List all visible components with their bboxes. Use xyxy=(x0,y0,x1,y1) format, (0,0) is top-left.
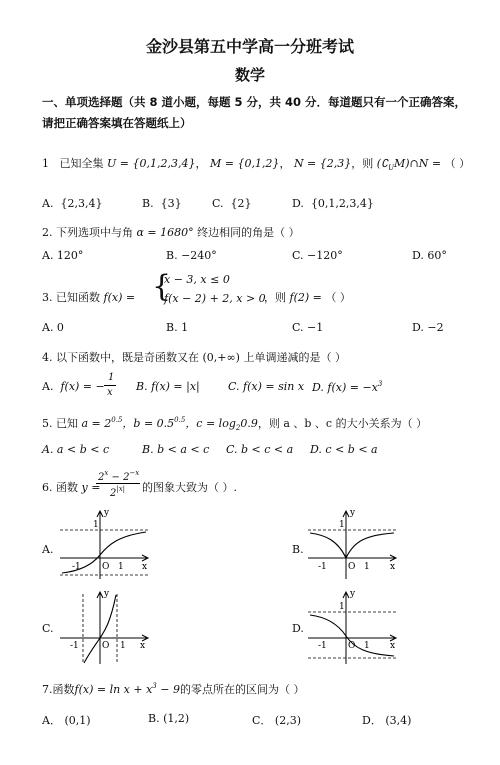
q4-optA-denominator: x xyxy=(107,387,113,398)
q2-option-d: D. 60° xyxy=(412,249,447,262)
q1-text: 已知全集 xyxy=(59,157,104,170)
graph-b-label: B. xyxy=(292,543,304,556)
graph-a xyxy=(56,503,156,581)
graph-a-neg-one: -1 xyxy=(72,562,81,572)
q1-set-u: U = {0,1,2,3,4} xyxy=(107,157,196,170)
graph-c-y-label: y xyxy=(104,589,110,599)
graph-a-y-label: y xyxy=(104,508,110,518)
q7-option-c: C． (2,3) xyxy=(252,714,301,727)
q1-then: ，则 xyxy=(351,157,374,170)
graph-d-y-label: y xyxy=(350,589,356,599)
graph-a-label: A. xyxy=(42,543,54,556)
q6-numerator: $2^x - 2^{-x}$ xyxy=(98,469,140,483)
q3-option-b: B. 1 xyxy=(166,321,189,334)
q1-option-b: B. {3} xyxy=(142,197,182,210)
q1-expr: $(∁_UM)\cap N$ = xyxy=(376,157,442,172)
q1-set-n: N = {2,3} xyxy=(293,157,352,170)
q4-option-d: D. $f(x) = -x^3$ xyxy=(312,380,383,394)
graph-a-origin: O xyxy=(102,562,110,572)
q3-brace: { xyxy=(152,269,172,304)
graph-c-origin: O xyxy=(102,641,110,651)
question-6-lead: 6. 函数 y = xyxy=(42,481,101,494)
q2-alpha: α = 1680° xyxy=(136,226,194,239)
question-5: 5. 已知 $a = 2^{0.5}$，$b = 0.5^{0.5}$，$c = \log_20.9$，则 a 、b 、c 的大小关系为（ ） xyxy=(42,416,428,432)
q5-option-b: B. b < a < c xyxy=(142,443,210,456)
q3-case-2: f(x − 2) + 2, x > 0 xyxy=(164,292,266,305)
graph-d xyxy=(304,586,404,666)
graph-b-one-y: 1 xyxy=(339,520,345,530)
section-heading-line1: 一、单项选择题（共 8 道小题，每题 5 分，共 40 分．每道题只有一个正确答案， xyxy=(42,95,467,109)
graph-d-one-y: 1 xyxy=(339,602,345,612)
graph-c-one-x: 1 xyxy=(120,641,126,651)
graph-d-one-x: 1 xyxy=(364,641,370,651)
section-heading-line2: 请把正确答案填在答题纸上） xyxy=(42,116,192,130)
q7-option-b: B. (1,2) xyxy=(148,712,190,725)
q3-option-a: A. 0 xyxy=(42,321,64,334)
q1-number: 1 xyxy=(42,157,49,170)
q4-option-c: C. f(x) = sin x xyxy=(228,380,305,393)
question-1: 1 已知全集 U = {0,1,2,3,4}， M = {0,1,2}， N = {2,3}，则 $(∁_UM)\cap N$ = （ ） xyxy=(42,157,471,172)
q2-option-a: A. 120° xyxy=(42,249,84,262)
graph-b xyxy=(304,503,404,581)
graph-b-y-label: y xyxy=(350,508,356,518)
graph-d-origin: O xyxy=(348,641,356,651)
subject-title: 数学 xyxy=(234,66,265,84)
q2-option-b: B. −240° xyxy=(166,249,217,262)
q5-option-a: A. a < b < c xyxy=(42,443,110,456)
graph-d-neg-one: -1 xyxy=(318,641,327,651)
q4-optA-fraction-bar xyxy=(104,385,116,386)
q7-option-d: D． (3,4) xyxy=(362,714,412,727)
q4-optA-numerator: 1 xyxy=(108,372,115,383)
q1-set-m: M = {0,1,2} xyxy=(209,157,280,170)
q2-option-c: C. −120° xyxy=(292,249,343,262)
q4-option-a: A. f(x) = − xyxy=(42,380,105,393)
graph-c xyxy=(56,586,156,666)
q5-option-c: C. b < c < a xyxy=(226,443,294,456)
q5-option-d: D. c < b < a xyxy=(310,443,378,456)
question-6-tail: 的图象大致为（ ）. xyxy=(142,481,237,494)
graph-a-x-label: x xyxy=(142,562,148,572)
graph-b-origin: O xyxy=(348,562,356,572)
q6-denominator: $2^{|x|}$ xyxy=(110,485,126,499)
graph-b-x-label: x xyxy=(390,562,396,572)
q3-option-d: D. −2 xyxy=(412,321,444,334)
graph-b-neg-one: -1 xyxy=(318,562,327,572)
question-3-lead: 3. 已知函数 f(x) = xyxy=(42,291,136,304)
q1-option-a: A. {2,3,4} xyxy=(42,197,103,210)
q1-option-d: D. {0,1,2,3,4} xyxy=(292,197,374,210)
q3-case-1: x − 3, x ≤ 0 xyxy=(164,273,230,286)
q4-option-b: B. f(x) = |x| xyxy=(136,380,200,393)
question-4: 4. 以下函数中，既是奇函数又在 (0,+∞) 上单调递减的是（ ） xyxy=(42,351,346,364)
exam-title: 金沙县第五中学高一分班考试 xyxy=(145,37,354,56)
graph-d-x-label: x xyxy=(390,641,396,651)
graph-c-neg-one: -1 xyxy=(70,641,79,651)
q1-option-c: C. {2} xyxy=(212,197,252,210)
graph-b-one-x: 1 xyxy=(364,562,370,572)
question-7: 7.函数$f(x) = \ln x + x^3 - 9$的零点所在的区间为（ ） xyxy=(42,682,305,696)
graph-a-one-y: 1 xyxy=(93,520,99,530)
q3-option-c: C. −1 xyxy=(292,321,324,334)
q1-blank: （ ） xyxy=(444,157,471,170)
graph-c-x-label: x xyxy=(140,641,146,651)
q7-option-a: A． (0,1) xyxy=(42,714,91,727)
question-3-tail: ，则 f(2) = （ ） xyxy=(264,291,351,304)
graph-a-one-x: 1 xyxy=(118,562,124,572)
q6-fraction-bar xyxy=(96,483,140,484)
graph-b-curve xyxy=(310,533,394,558)
graph-d-label: D. xyxy=(292,622,304,635)
graph-c-label: C. xyxy=(42,622,54,635)
question-2: 2. 下列选项中与角 α = 1680° 终边相同的角是（ ） xyxy=(42,226,300,239)
